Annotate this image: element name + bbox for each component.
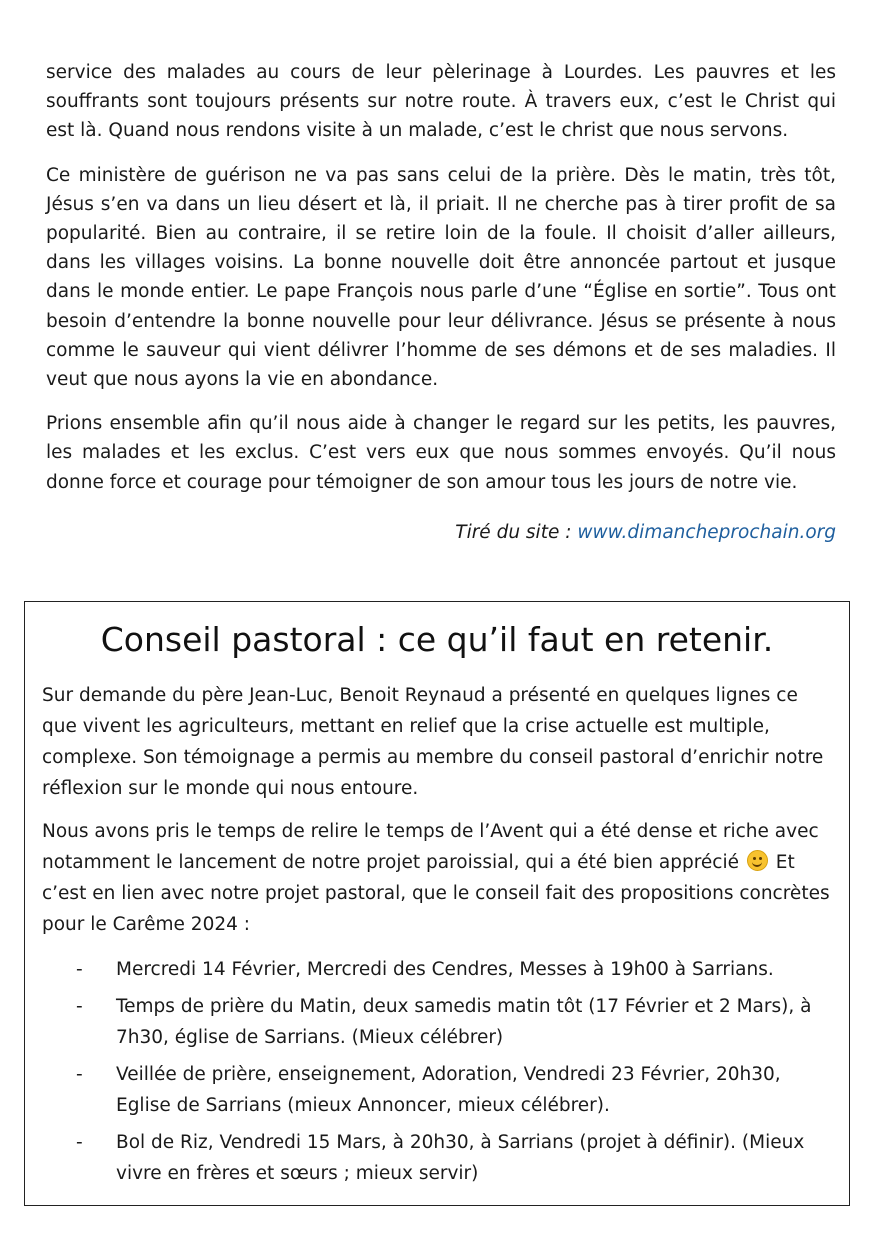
- source-attribution: [46, 518, 836, 547]
- list-item: [42, 1127, 832, 1189]
- proposal-list: [42, 954, 832, 1189]
- article-paragraph: Ce ministère de guérison ne va pas sans celui de la prière. Dès le matin, très tôt, Jésus s’en va dans un lieu désert et là, il priait. Il ne cherche pas à tirer profit de sa popularité. Bien au contraire, il se retire loin de la foule. Il choisit d’aller ailleurs, dans les villages voisins. La bonne nouvelle doit être annoncée partout et jusque dans le monde entier. Le pape François nous parle d’une “Église en sortie”. Tous ont besoin d’entendre la bonne nouvelle pour leur délivrance. Jésus se présente à nous comme le sauveur qui vient délivrer l’homme de ses démons et de ses maladies. Il veut que nous ayons la vie en abondance.: [46, 164, 836, 391]
- article-body: [46, 58, 836, 512]
- article-paragraph: service des malades au cours de leur pèlerinage à Lourdes. Les pauvres et les souffrants sont toujours présents sur notre route. À travers eux, c’est le Christ qui est là. Quand nous rendons visite à un malade, c’est le christ que nous servons.: [46, 62, 836, 142]
- article-paragraph: Prions ensemble afin qu’il nous aide à changer le regard sur les petits, les pauvres, les malades et les exclus. C’est vers eux que nous sommes envoyés. Qu’il nous donne force et courage pour témoigner de son amour tous les jours de notre vie.: [46, 413, 836, 493]
- council-title: Conseil pastoral : ce qu’il faut en retenir.: [100, 620, 774, 659]
- council-paragraph: Sur demande du père Jean-Luc, Benoit Reynaud a présenté en quelques lignes ce que vivent les agriculteurs, mettant en relief que la crise actuelle est multiple, complexe. Son témoignage a permis au membre du conseil pastoral d’enrichir notre réflexion sur le monde qui nous entoure.: [42, 685, 824, 799]
- list-item-text: Veillée de prière, enseignement, Adoration, Vendredi 23 Février, 20h30, Eglise de Sarrians (mieux Annoncer, mieux célébrer).: [116, 1064, 781, 1116]
- council-paragraph-text: Et c’est en lien avec notre projet pastoral, que le conseil fait des propositions concrètes pour le Carême 2024 :: [42, 852, 830, 935]
- list-item-text: Mercredi 14 Février, Mercredi des Cendres, Messes à 19h00 à Sarrians.: [116, 959, 774, 980]
- bullet-dash: -: [76, 996, 83, 1017]
- council-body: [42, 680, 832, 1195]
- list-item-text: Bol de Riz, Vendredi 15 Mars, à 20h30, à Sarrians (projet à définir). (Mieux vivre en frères et sœurs ; mieux servir): [116, 1132, 805, 1184]
- bullet-dash: -: [76, 959, 83, 980]
- smiling-face-icon: [747, 850, 768, 871]
- bullet-dash: -: [76, 1132, 83, 1153]
- source-prefix: Tiré du site :: [455, 522, 578, 543]
- council-box: [24, 601, 850, 1206]
- list-item-text: Temps de prière du Matin, deux samedis matin tôt (17 Février et 2 Mars), à 7h30, église de Sarrians. (Mieux célébrer): [116, 996, 812, 1048]
- list-item: [42, 1059, 832, 1121]
- list-item: [42, 954, 832, 985]
- source-link[interactable]: www.dimancheprochain.org: [577, 522, 836, 543]
- list-item: [42, 991, 832, 1053]
- council-paragraph-text: Nous avons pris le temps de relire le temps de l’Avent qui a été dense et riche avec notamment le lancement de notre projet paroissial, qui a été bien apprécié: [42, 821, 819, 873]
- council-paragraph: [42, 816, 832, 940]
- bullet-dash: -: [76, 1064, 83, 1085]
